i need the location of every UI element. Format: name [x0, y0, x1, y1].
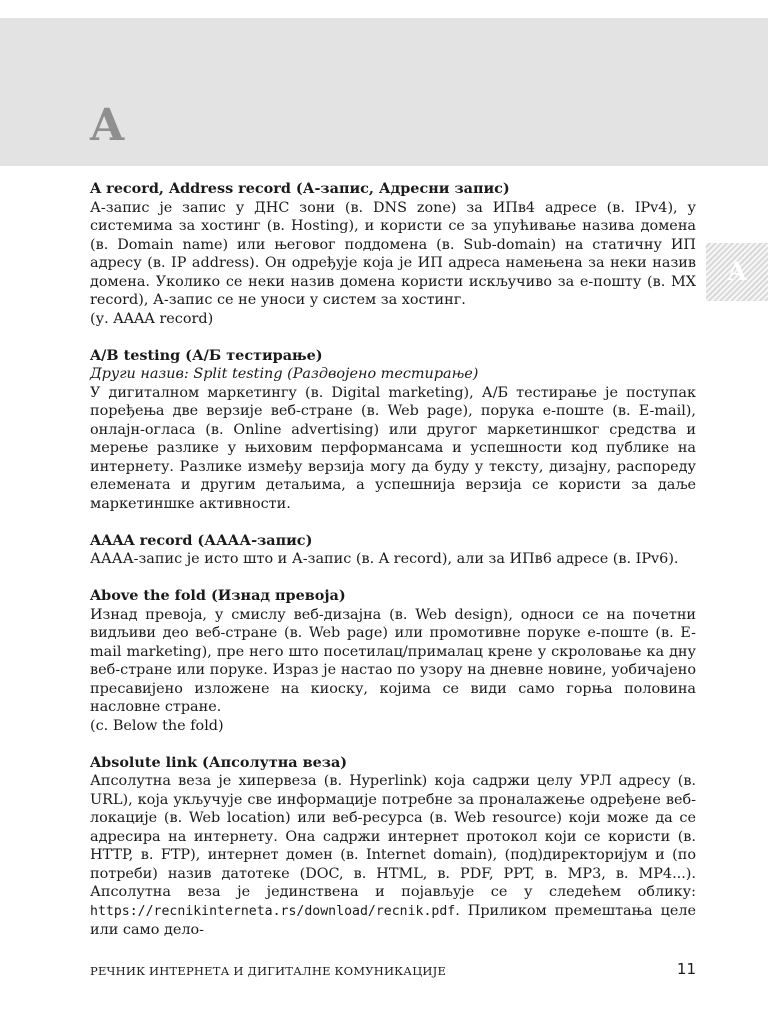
glossary-entries — [90, 180, 696, 958]
entry-alternate-name: Други назив: Split testing (Раздвојено тестирање) — [90, 366, 479, 382]
entry-term: Above the fold (Изнад превоја) — [90, 587, 346, 604]
section-letter: A — [90, 100, 125, 151]
entry-cross-reference: (с. Below the fold) — [90, 717, 224, 734]
entry-definition: АААА-запис је исто што и А-запис (в. A record), али за ИПв6 адресе (в. IPv6). — [90, 551, 679, 567]
entry-definition-text: Апсолутна веза је хипервеза (в. Hyperlink) која садржи целу УРЛ адресу (в. URL), која укључује све информације потребне за проналажење одређене веб-локације (в. Web location) или веб-ресурса (в. Web resource) који може да се адресира на интернету. Она садржи интернет протокол који се користи (в. HTTP, в. FTP), интернет домен (в. Internet domain), (под)директоријум и (по потреби) назив датотеке (DOC, в. HTML, в. PDF, PPT, в. MP3, в. MP4...). Апсолутна веза је јединствена и појављује се у следећем облику: — [90, 773, 696, 900]
thumb-index-letter: A — [727, 257, 747, 286]
running-footer-title: РЕЧНИК ИНТЕРНЕТА И ДИГИТАЛНЕ КОМУНИКАЦИЈЕ — [90, 964, 447, 978]
page-number: 11 — [676, 960, 696, 978]
entry-definition — [90, 772, 696, 940]
entry-definition: А-запис је запис у ДНС зони (в. DNS zone) за ИПв4 адресе (в. IPv4), у системима за хостинг (в. Hosting), и користи се за упућивање назива домена (в. Domain name) или његовог поддомена (в. Sub-domain) на статичну ИП адресу (в. IP address). Он одређује која је ИП адреса намењена за неки назив домена. Уколико се неки назив домена користи искључиво за е-пошту (в. MX record), А-запис се не уноси у систем за хостинг. — [90, 199, 696, 308]
entry-a-record — [90, 180, 696, 328]
entry-ab-testing — [90, 347, 696, 514]
entry-term: AAAA record (АААА-запис) — [90, 531, 313, 549]
entry-term: A/B testing (А/Б тестирање) — [90, 346, 323, 364]
entry-absolute-link — [90, 754, 696, 940]
entry-cross-reference: (у. AAAA record) — [90, 310, 214, 327]
entry-definition: Изнад превоја, у смислу веб-дизајна (в. Web design), односи се на почетни видљиви део веб-стране (в. Web page) или промотивне поруке е-поште (в. E-mail marketing), пре него што посетилац/прималац крене у скроловање ка дну веб-стране или поруке. Израз је настао по узору на дневне новине, уобичајено пресавијено изложене на киоску, којима се види само горња половина насловне стране. — [90, 606, 696, 715]
entry-term: Absolute link (Апсолутна веза) — [90, 753, 348, 771]
entry-aaaa-record — [90, 532, 696, 569]
thumb-index-tab — [706, 243, 768, 301]
entry-definition: У дигиталном маркетингу (в. Digital marketing), А/Б тестирање је поступак поређења две верзије веб-стране (в. Web page), порука е-поште (в. E-mail), онлајн-огласа (в. Online advertising) или другог маркетиншког средства и мерење разлике у њиховим перформансама и успешности код публике на интернету. Разлике између верзија могу да буду у тексту, дизајну, распореду елемената и другим детаљима, а успешнија верзија се користи за даље маркетиншке активности. — [90, 384, 696, 512]
entry-above-the-fold — [90, 587, 696, 735]
entry-definition-tail: . Приликом премештања целе или само дело- — [90, 902, 696, 938]
example-url: https://recnikinterneta.rs/download/recnik.pdf — [90, 903, 456, 919]
entry-term: A record, Address record (А-запис, Адресни запис) — [90, 180, 510, 197]
